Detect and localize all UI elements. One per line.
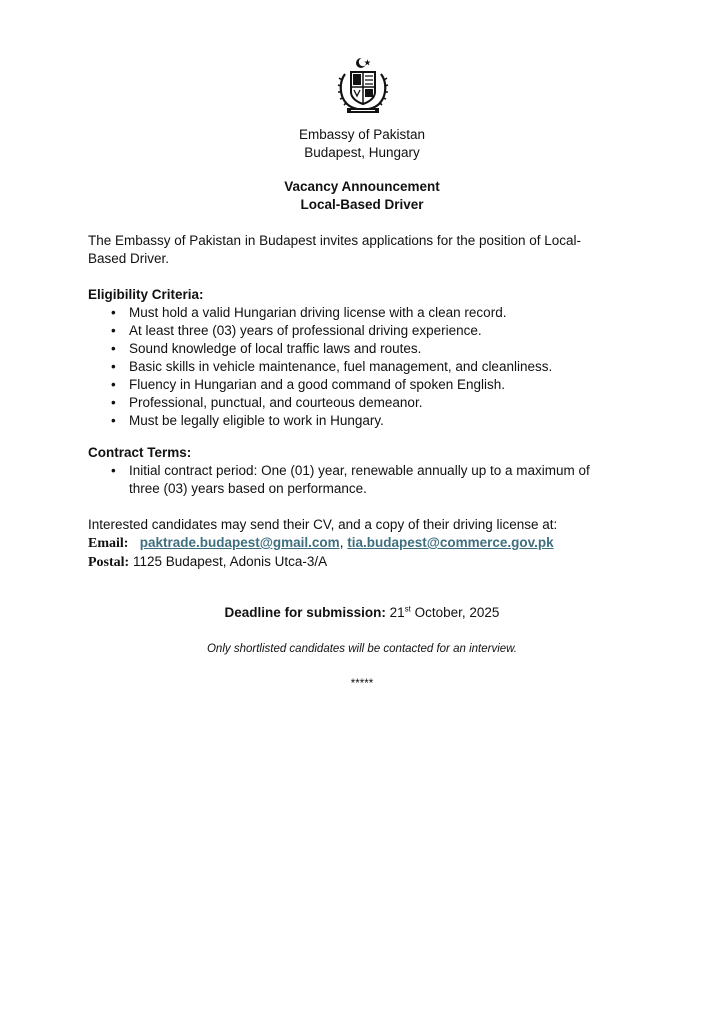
contract-term-line-1: Initial contract period: One (01) year, renewable annually up to a maximum of xyxy=(129,463,590,478)
embassy-location: Budapest, Hungary xyxy=(304,145,420,160)
bullet-icon: • xyxy=(111,395,116,410)
contract-term-line-2: three (03) years based on performance. xyxy=(129,481,367,496)
bullet-icon: • xyxy=(111,377,116,392)
bullet-icon: • xyxy=(111,323,116,338)
application-instruction: Interested candidates may send their CV, and a copy of their driving license at: xyxy=(88,517,558,532)
list-item xyxy=(88,394,618,412)
email-separator: , xyxy=(339,535,344,550)
list-item-text: Basic skills in vehicle maintenance, fuel management, and cleanliness. xyxy=(129,359,553,374)
deadline-day-suffix: st xyxy=(404,604,411,614)
pakistan-state-emblem-icon xyxy=(337,56,389,116)
bullet-icon: • xyxy=(111,413,116,428)
intro-paragraph xyxy=(88,232,618,268)
intro-line-1: The Embassy of Pakistan in Budapest invites applications for the position of Local- xyxy=(88,233,582,248)
list-item xyxy=(88,304,618,322)
embassy-name: Embassy of Pakistan xyxy=(298,127,426,142)
bullet-icon: • xyxy=(111,305,116,320)
list-item xyxy=(88,340,618,358)
shortlist-note: Only shortlisted candidates will be contacted for an interview. xyxy=(206,643,518,655)
email-link-paktrade[interactable]: paktrade.budapest@gmail.com xyxy=(139,535,340,550)
deadline-month-year: October, 2025 xyxy=(414,605,500,620)
eligibility-heading: Eligibility Criteria: xyxy=(88,287,204,302)
bullet-icon: • xyxy=(111,463,116,478)
deadline-line xyxy=(0,604,724,622)
list-item-text: Must hold a valid Hungarian driving license with a clean record. xyxy=(129,305,507,320)
email-row xyxy=(88,534,618,553)
list-item xyxy=(88,376,618,394)
bullet-icon: • xyxy=(111,341,116,356)
list-item xyxy=(88,358,618,376)
list-item-text: Fluency in Hungarian and a good command of spoken English. xyxy=(129,377,505,392)
list-item xyxy=(88,462,618,498)
announcement-heading: Vacancy Announcement xyxy=(284,179,440,194)
contract-section xyxy=(88,444,618,498)
list-item-text: At least three (03) years of professional driving experience. xyxy=(129,323,482,338)
list-item-text: Professional, punctual, and courteous demeanor. xyxy=(129,395,423,410)
bullet-icon: • xyxy=(111,359,116,374)
embassy-header xyxy=(0,126,724,162)
list-item xyxy=(88,412,618,430)
list-item xyxy=(88,322,618,340)
email-link-tia[interactable]: tia.budapest@commerce.gov.pk xyxy=(347,535,554,550)
list-item-text: Must be legally eligible to work in Hungary. xyxy=(129,413,384,428)
eligibility-list xyxy=(88,304,618,430)
deadline-label: Deadline for submission: xyxy=(224,605,386,620)
announcement-title xyxy=(0,178,724,214)
postal-row xyxy=(88,553,618,572)
postal-label: Postal: xyxy=(88,555,130,570)
end-marker: ***** xyxy=(350,678,374,690)
contract-heading: Contract Terms: xyxy=(88,445,192,460)
position-title: Local-Based Driver xyxy=(300,197,424,212)
application-section xyxy=(88,516,618,572)
contract-list xyxy=(88,462,618,498)
list-item-text: Sound knowledge of local traffic laws and routes. xyxy=(129,341,422,356)
postal-address: 1125 Budapest, Adonis Utca-3/A xyxy=(132,554,328,569)
deadline-day: 21 xyxy=(389,605,405,620)
email-label: Email: xyxy=(88,536,129,551)
intro-line-2: Based Driver. xyxy=(88,251,170,266)
eligibility-section xyxy=(88,286,618,430)
